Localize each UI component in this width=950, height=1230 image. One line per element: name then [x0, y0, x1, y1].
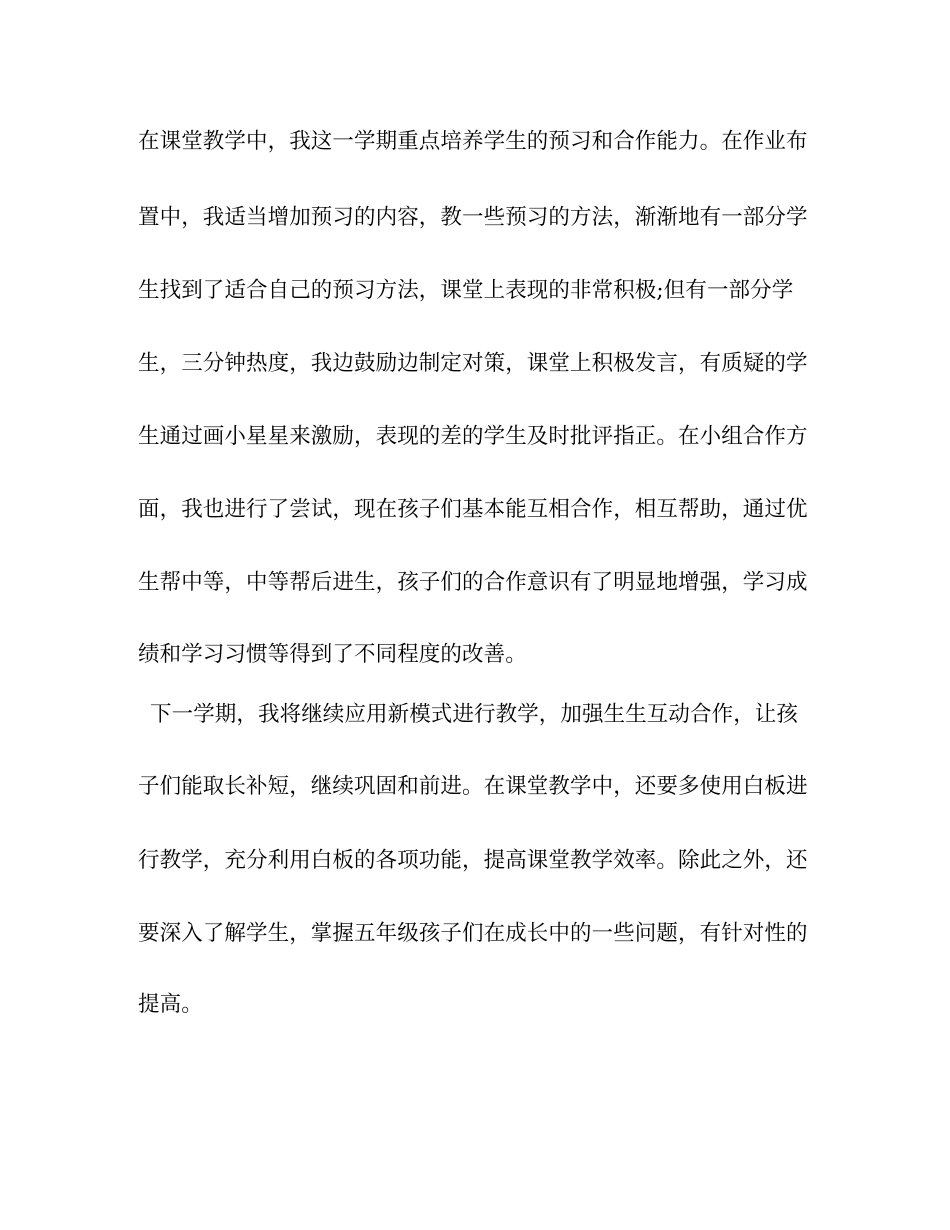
paragraph-2-line-5: 提高。 — [138, 992, 203, 1017]
paragraph-2-line-1: 下一学期，我将继续应用新模式进行教学，加强生生互动合作，让孩 — [150, 702, 799, 727]
paragraph-2-line-3: 行教学，充分利用白板的各项功能，提高课堂教学效率。除此之外，还 — [138, 848, 808, 873]
paragraph-1-line-7: 生帮中等，中等帮后进生，孩子们的合作意识有了明显地增强，学习成 — [138, 570, 808, 595]
paragraph-2-line-4: 要深入了解学生，掌握五年级孩子们在成长中的一些问题，有针对性的 — [138, 921, 808, 946]
paragraph-1-line-1: 在课堂教学中，我这一学期重点培养学生的预习和合作能力。在作业布 — [138, 129, 808, 154]
paragraph-1-line-6: 面，我也进行了尝试，现在孩子们基本能互相合作，相互帮助，通过优 — [138, 497, 808, 522]
paragraph-1-line-4: 生，三分钟热度，我边鼓励边制定对策，课堂上积极发言，有质疑的学 — [138, 351, 808, 376]
paragraph-1-line-2: 置中，我适当增加预习的内容，教一些预习的方法，渐渐地有一部分学 — [138, 205, 808, 230]
paragraph-1-line-3: 生找到了适合自己的预习方法，课堂上表现的非常积极;但有一部分学 — [138, 278, 794, 303]
paragraph-1-line-8: 绩和学习习惯等得到了不同程度的改善。 — [138, 642, 527, 667]
paragraph-2-line-2: 子们能取长补短，继续巩固和前进。在课堂教学中，还要多使用白板进 — [138, 774, 808, 799]
paragraph-1-line-5: 生通过画小星星来激励，表现的差的学生及时批评指正。在小组合作方 — [138, 424, 808, 449]
